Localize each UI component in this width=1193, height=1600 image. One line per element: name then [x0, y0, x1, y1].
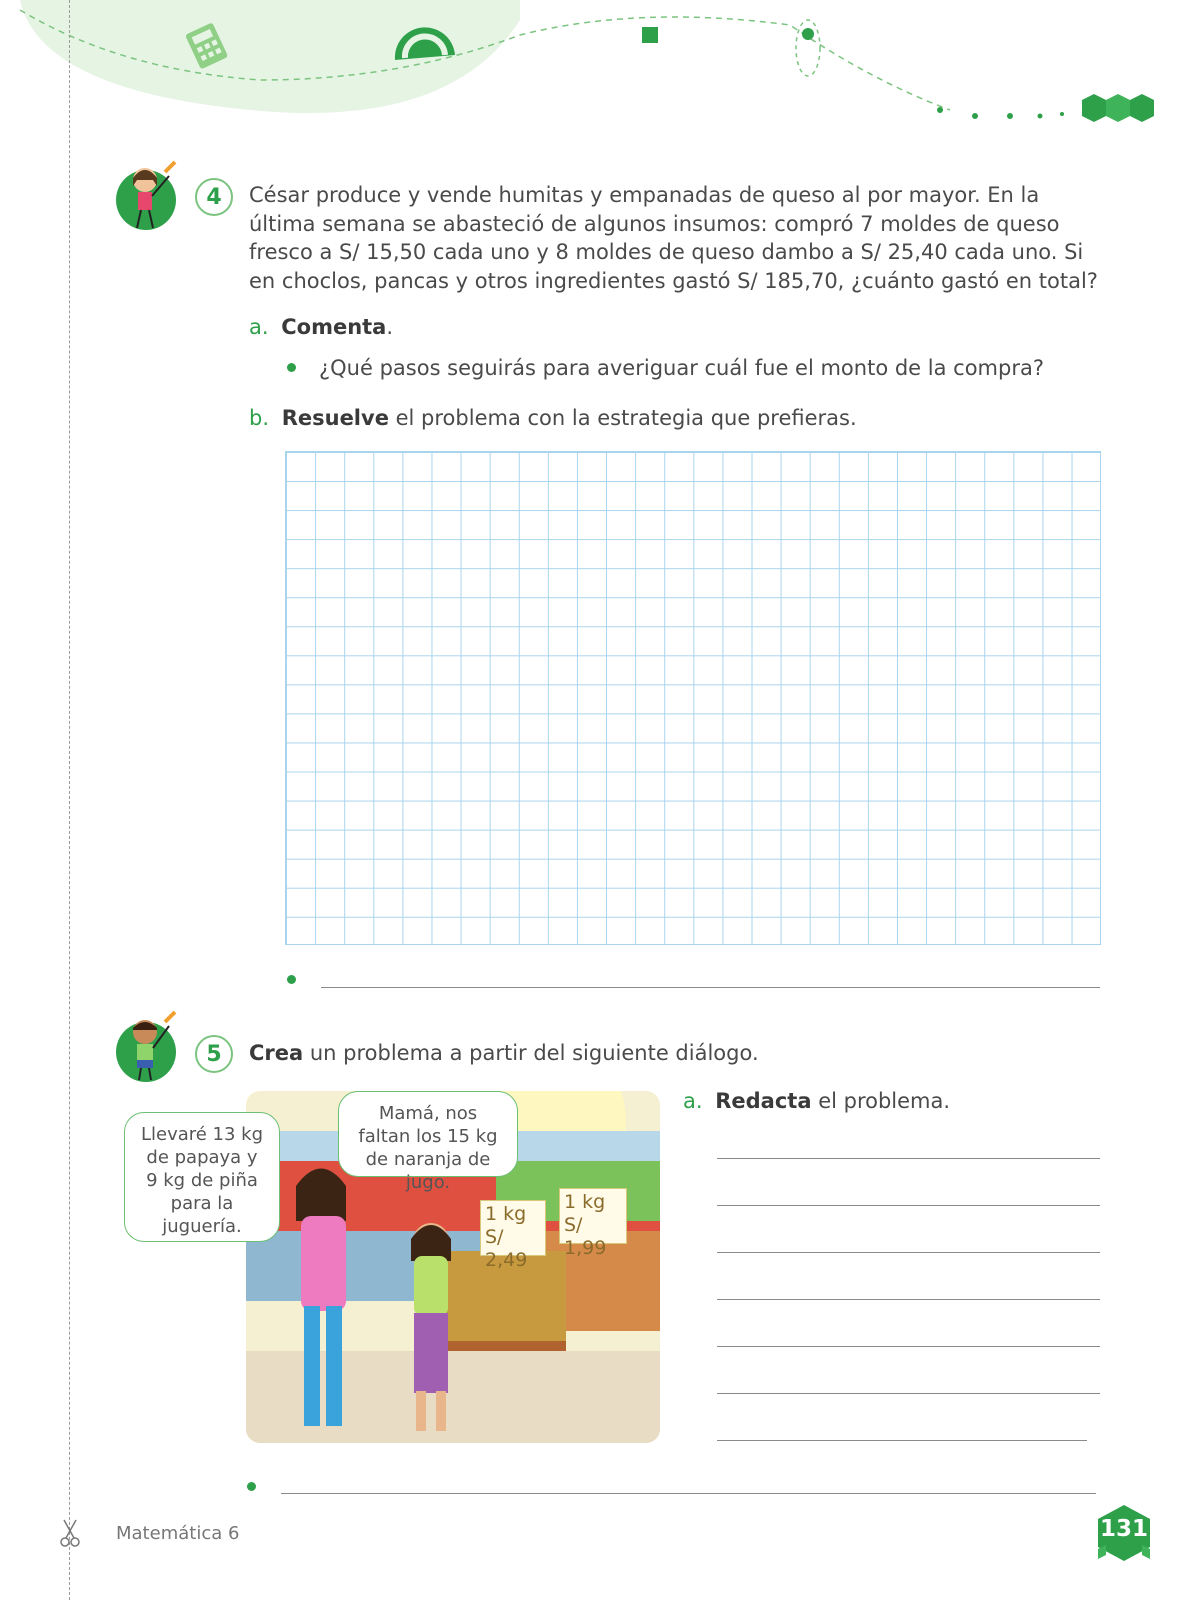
problem-4-part-a [249, 313, 393, 342]
price-tag-1: 1 kg S/ 2,49 [480, 1200, 546, 1256]
answer-line[interactable] [321, 987, 1100, 988]
writing-line[interactable] [717, 1205, 1100, 1206]
girl-avatar-icon [113, 158, 183, 234]
boy-avatar-icon [113, 1010, 183, 1086]
writing-line[interactable] [717, 1393, 1100, 1394]
writing-line[interactable] [717, 1299, 1100, 1300]
problem-5-part-a [683, 1087, 950, 1116]
mother-speech-bubble: Llevaré 13 kg de papaya y 9 kg de piña para la juguería. [124, 1112, 280, 1242]
price-tag-2: 1 kg S/ 1,99 [559, 1188, 627, 1244]
problem-5-bold: Crea [249, 1041, 304, 1065]
writing-line[interactable] [717, 1346, 1100, 1347]
part-b-bold: Resuelve [281, 406, 389, 430]
part-a-rest: el problema. [811, 1089, 951, 1113]
problem-4-statement: César produce y vende humitas y empanadas de queso al por mayor. En la última semana se abasteció de algunos insumos: compró 7 moldes de queso fresco a S/ 15,50 cada uno y 8 moldes de queso dambo a S/ 25,40 cada uno. Si en choclos, pancas y otros ingredientes gastó S/ 185,70, ¿cuánto gastó en total? [249, 183, 1098, 293]
header-decoration [0, 0, 1193, 130]
writing-line[interactable] [717, 1252, 1100, 1253]
part-a-rest: . [386, 315, 394, 339]
girl-speech-bubble: Mamá, nos faltan los 15 kg de naranja de jugo. [338, 1091, 518, 1177]
writing-line[interactable] [717, 1158, 1100, 1159]
bullet [287, 363, 296, 372]
part-a-bold: Comenta [281, 315, 387, 339]
cubes-icon [1082, 94, 1154, 122]
cut-line [69, 0, 70, 1600]
answer-line[interactable] [281, 1493, 1096, 1494]
problem-4-question: ¿Qué pasos seguirás para averiguar cuál fue el monto de la compra? [319, 356, 1044, 380]
problem-4-number: 4 [195, 178, 233, 216]
bullet [247, 1482, 256, 1491]
part-a-bold: Redacta [715, 1089, 812, 1113]
scissors-icon [60, 1518, 80, 1548]
part-a-letter: a. [683, 1089, 703, 1113]
answer-grid[interactable] [285, 451, 1101, 945]
problem-4-part-b [249, 404, 857, 433]
problem-5-rest: un problema a partir del siguiente diálogo. [303, 1041, 759, 1065]
writing-line[interactable] [717, 1440, 1087, 1441]
bullet [287, 975, 296, 984]
problem-5-number: 5 [195, 1035, 233, 1073]
cube-icon [642, 27, 658, 43]
part-b-letter: b. [249, 406, 270, 430]
book-title: Matemática 6 [116, 1523, 240, 1544]
part-a-letter: a. [249, 315, 269, 339]
page-number: 131 [1099, 1516, 1148, 1542]
part-b-rest: el problema con la estrategia que prefieras. [388, 406, 857, 430]
problem-5-statement [249, 1039, 759, 1068]
